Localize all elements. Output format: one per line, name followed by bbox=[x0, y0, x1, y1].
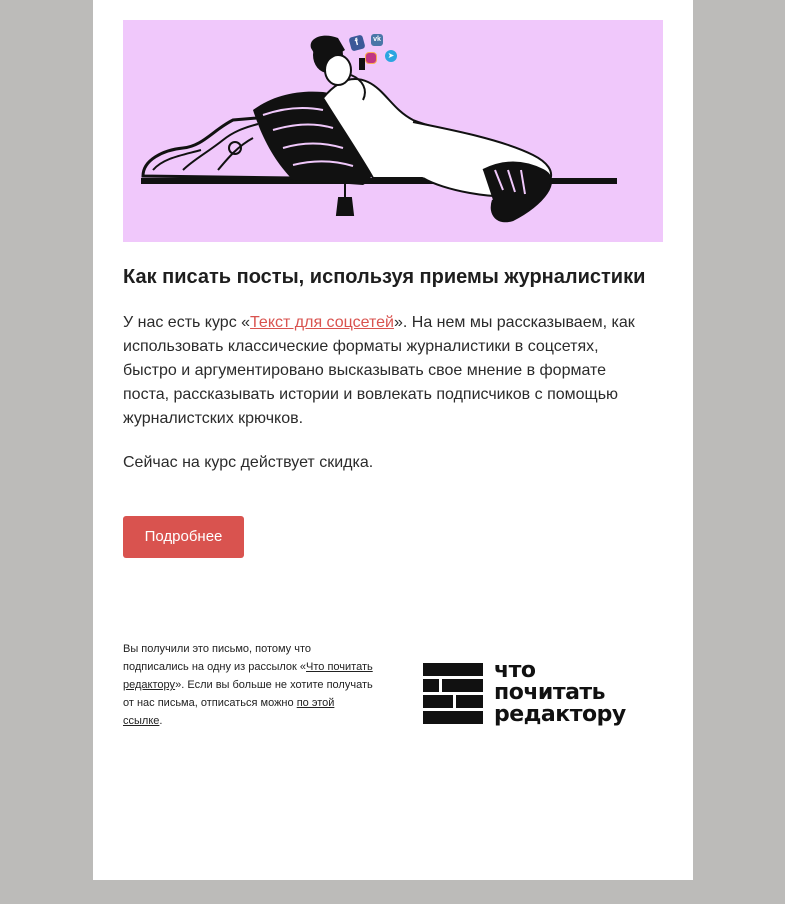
footer-text-middle: ». Если вы больше не хотите получать от нас письма, отписаться можно bbox=[123, 679, 373, 709]
logo-line-2: почитать bbox=[494, 680, 606, 705]
footer-text-start: Вы получили это письмо, потому что подписались на одну из рассылок « bbox=[123, 643, 311, 673]
unsubscribe-link[interactable]: по этой ссылке bbox=[123, 697, 335, 727]
article-title: Как писать посты, используя приемы журналистики bbox=[123, 266, 646, 288]
telegram-icon: ➤ bbox=[385, 50, 397, 62]
more-button[interactable]: Подробнее bbox=[123, 516, 244, 558]
facebook-icon: f bbox=[348, 34, 365, 51]
course-link[interactable]: Текст для соцсетей bbox=[250, 314, 394, 331]
footer-text-end: . bbox=[159, 715, 163, 727]
newsletter-link[interactable]: Что почитать редактору bbox=[123, 661, 373, 691]
article-intro bbox=[123, 311, 653, 431]
instagram-icon bbox=[365, 52, 377, 64]
intro-text-start: У нас есть курс « bbox=[123, 314, 251, 331]
vk-icon: vk bbox=[371, 34, 383, 46]
brand-logo bbox=[423, 660, 658, 730]
email-card bbox=[93, 0, 693, 880]
hero-illustration bbox=[123, 20, 663, 242]
intro-text-end: ». На нем мы рассказываем, как использовать классические форматы журналистики в соцсетях, быстро и аргументировано высказывать свое мнение в формате поста, рассказывать истории и вовлекать подписчиков с помощью журналистских крючков. bbox=[123, 314, 635, 427]
logo-line-3: редактору bbox=[494, 702, 626, 727]
footer-disclaimer bbox=[123, 640, 373, 730]
logo-wordmark bbox=[494, 660, 626, 726]
discount-notice: Сейчас на курс действует скидка. bbox=[123, 454, 374, 471]
logo-line-1: что bbox=[494, 658, 536, 683]
